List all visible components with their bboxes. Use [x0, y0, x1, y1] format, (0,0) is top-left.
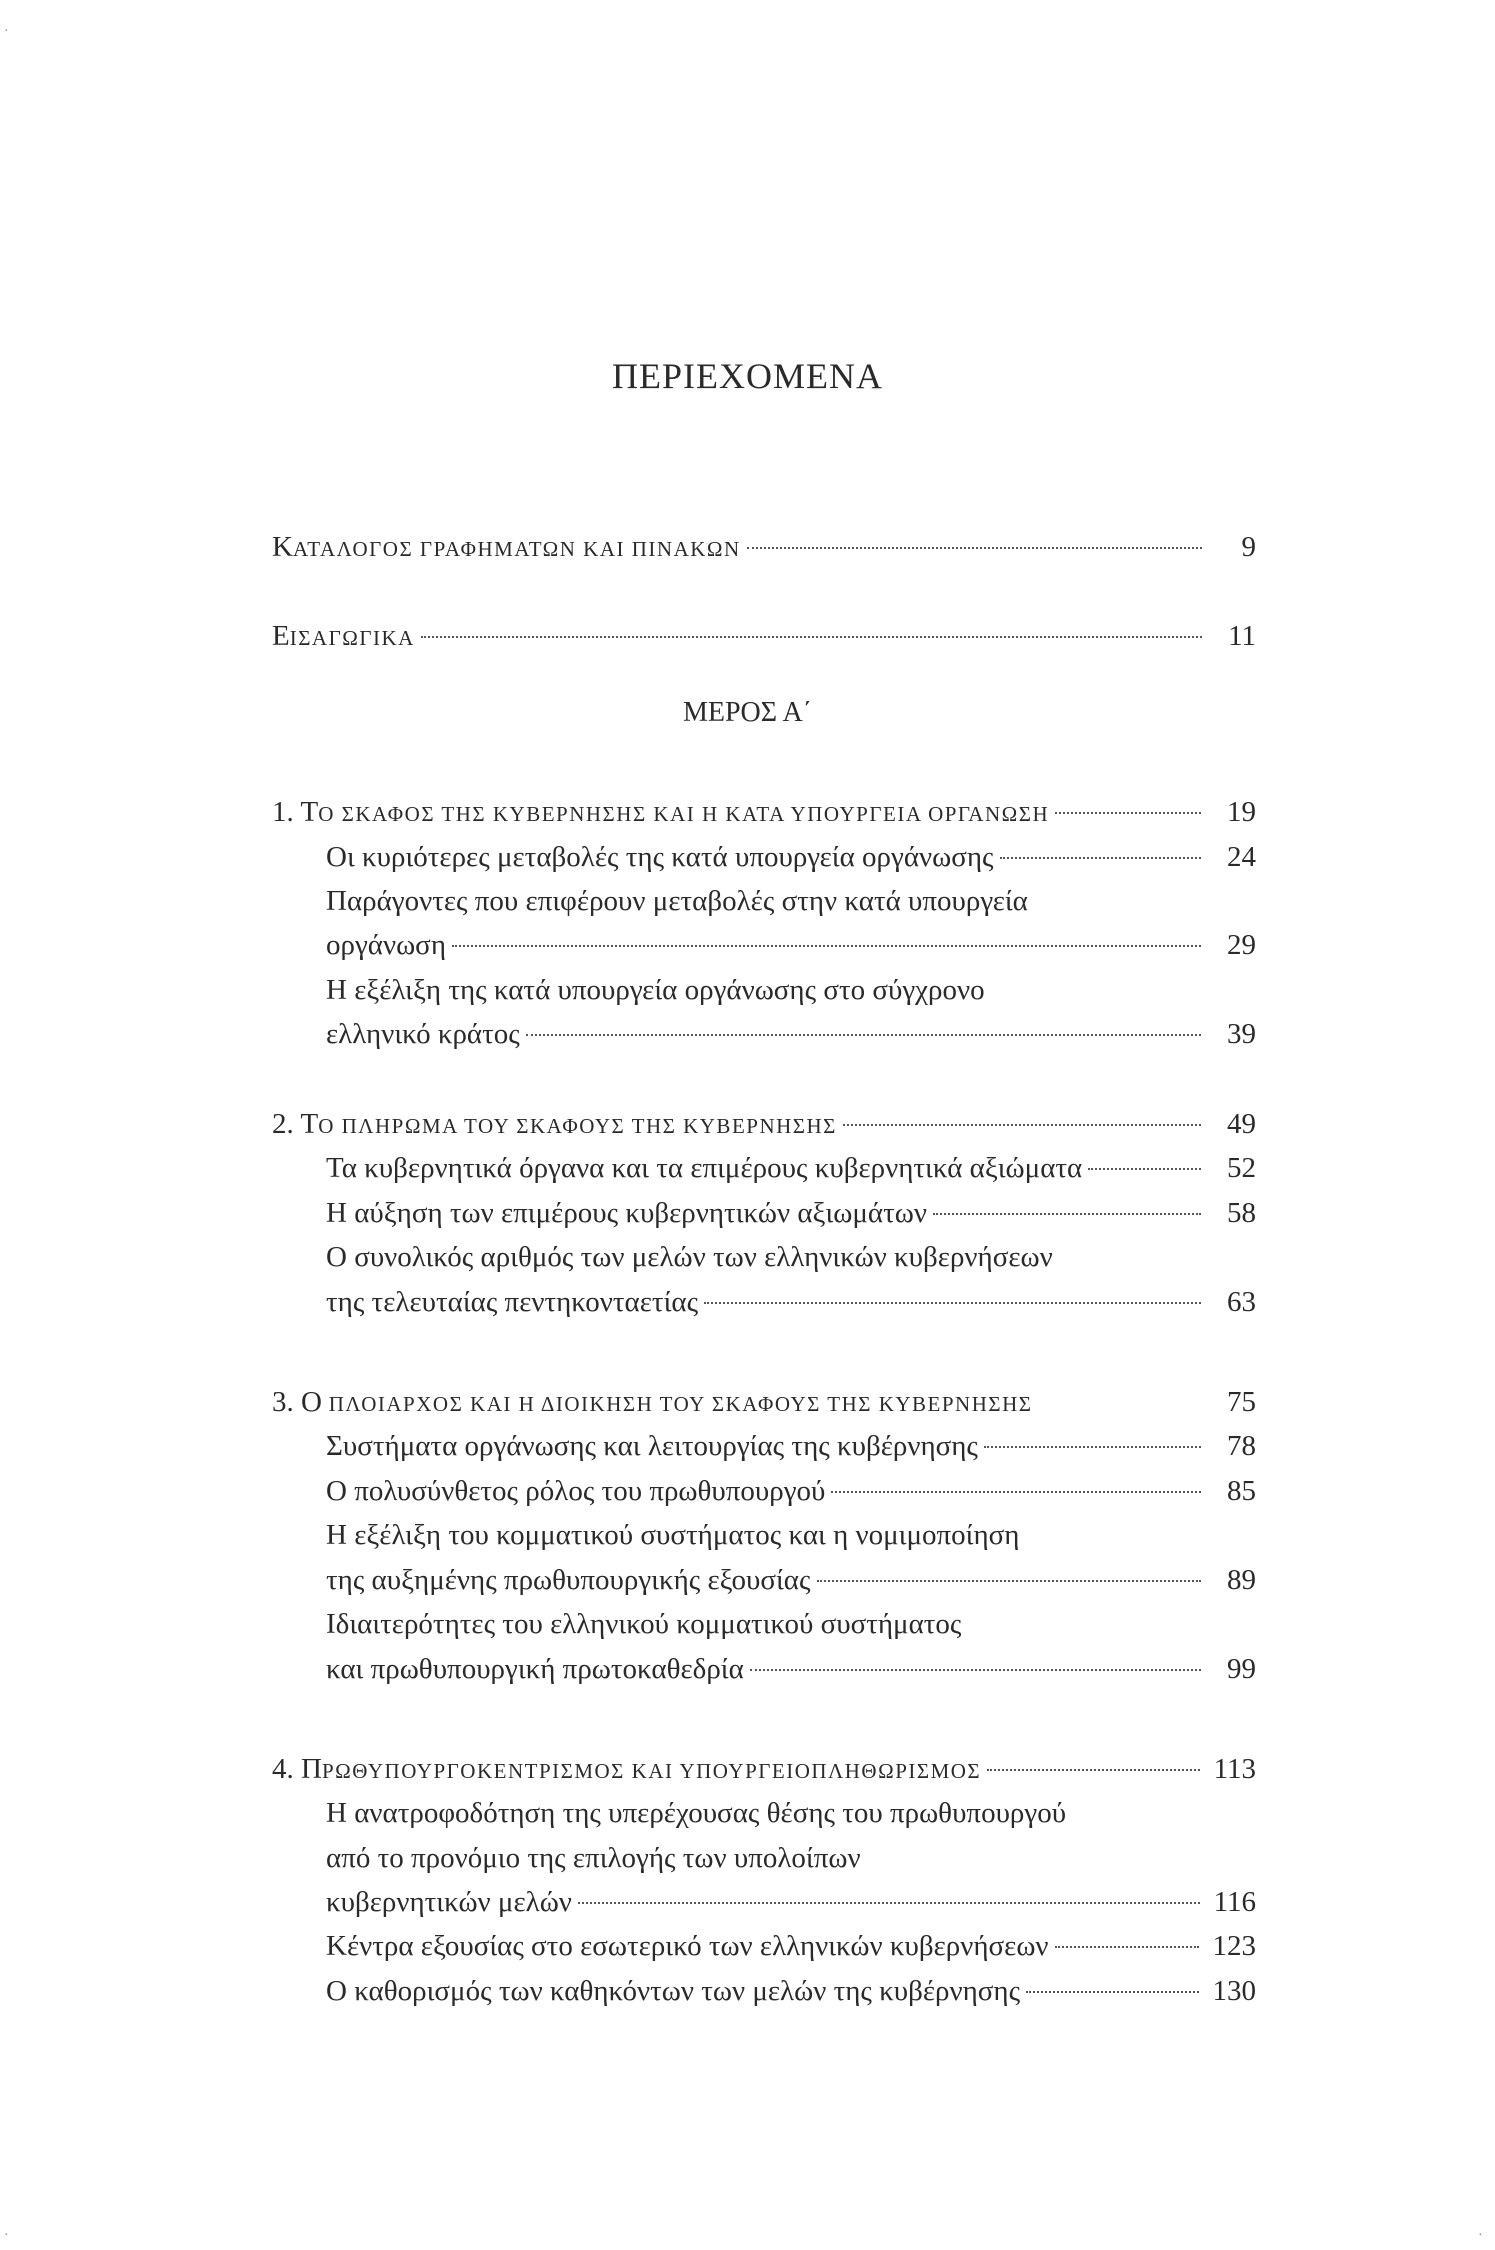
chapter-title: 3. Ο ΠΛΟΙΑΡΧΟΣ ΚΑΙ Η ΔΙΟΙΚΗΣΗ ΤΟΥ ΣΚΑΦΟΥΣ ΤΗΣ ΚΥΒΕΡΝΗΣΗΣ	[272, 1386, 1033, 1418]
dot-leader	[526, 1034, 1201, 1036]
page-number: 116	[1213, 1886, 1256, 1918]
toc-chapter[interactable]	[272, 1102, 1256, 1146]
dot-leader	[1000, 857, 1202, 859]
section-title: και πρωθυπουργική πρωτοκαθεδρία	[326, 1653, 744, 1685]
toc-section[interactable]	[326, 1969, 1256, 2013]
entry-title: ΚΑΤΑΛΟΓΟΣ ΓΡΑΦΗΜΑΤΩΝ ΚΑΙ ΠΙΝΑΚΩΝ	[272, 531, 741, 563]
section-title: Κέντρα εξουσίας στο εσωτερικό των ελληνικών κυβερνήσεων	[326, 1930, 1049, 1962]
toc-section[interactable]	[326, 1191, 1256, 1235]
dot-leader	[1088, 1168, 1201, 1170]
page-title: ΠΕΡΙΕΧΟΜΕΝΑ	[612, 356, 883, 396]
toc-section[interactable]	[326, 835, 1256, 879]
toc-section[interactable]	[326, 1924, 1256, 1968]
toc-section[interactable]	[326, 1424, 1256, 1468]
dot-leader	[933, 1213, 1201, 1215]
dot-leader	[750, 1669, 1201, 1671]
corner-mark: ·	[1478, 2228, 1483, 2243]
corner-mark: ·	[4, 24, 9, 39]
dot-leader	[1026, 1991, 1198, 1993]
page-number: 75	[1227, 1386, 1256, 1418]
toc-entry-front[interactable]	[272, 614, 1256, 658]
toc-section[interactable]	[326, 1012, 1256, 1056]
section-title-line[interactable]: Ο συνολικός αριθμός των μελών των ελληνικών κυβερνήσεων	[326, 1241, 1053, 1273]
page-number: 11	[1228, 620, 1256, 652]
dot-leader	[843, 1124, 1201, 1126]
section-title-line[interactable]: Ιδιαιτερότητες του ελληνικού κομματικού συστήματος	[326, 1608, 962, 1640]
section-title-line[interactable]: Η εξέλιξη του κομματικού συστήματος και η νομιμοποίηση	[326, 1519, 1020, 1551]
dot-leader	[984, 1446, 1201, 1448]
section-title: της αυξημένης πρωθυπουργικής εξουσίας	[326, 1564, 811, 1596]
part-heading: ΜΕΡΟΣ Α΄	[682, 697, 813, 728]
section-title: ελληνικό κράτος	[326, 1018, 520, 1050]
page-number: 99	[1227, 1653, 1256, 1685]
toc-section[interactable]	[326, 1558, 1256, 1602]
dot-leader	[747, 547, 1202, 549]
dot-leader	[1055, 812, 1201, 814]
page-number: 39	[1227, 1018, 1256, 1050]
page-number: 78	[1227, 1430, 1256, 1462]
page-number: 49	[1227, 1108, 1256, 1140]
section-title: Τα κυβερνητικά όργανα και τα επιμέρους κυβερνητικά αξιώματα	[326, 1152, 1083, 1184]
toc-chapter[interactable]	[272, 1380, 1256, 1424]
section-title: Η αύξηση των επιμέρους κυβερνητικών αξιωμάτων	[326, 1197, 927, 1229]
corner-mark: ·	[4, 2228, 9, 2243]
toc-entry-front[interactable]	[272, 525, 1256, 569]
section-title-line[interactable]: Παράγοντες που επιφέρουν μεταβολές στην κατά υπουργεία	[326, 885, 1028, 917]
dot-leader	[817, 1580, 1202, 1582]
toc-chapter[interactable]	[272, 790, 1256, 834]
toc-section[interactable]	[326, 1647, 1256, 1691]
toc-chapter[interactable]	[272, 1747, 1256, 1791]
toc-section[interactable]	[326, 1146, 1256, 1190]
dot-leader	[1055, 1946, 1199, 1948]
page-number: 52	[1227, 1152, 1256, 1184]
entry-title: ΕΙΣΑΓΩΓΙΚΑ	[272, 620, 415, 652]
section-title: οργάνωση	[326, 929, 446, 961]
toc-section[interactable]	[326, 1880, 1256, 1924]
page-number: 113	[1213, 1753, 1256, 1785]
section-title-line[interactable]: Η εξέλιξη της κατά υπουργεία οργάνωσης στο σύγχρονο	[326, 974, 985, 1006]
page-number: 123	[1212, 1930, 1256, 1962]
section-title: Οι κυριότερες μεταβολές της κατά υπουργεία οργάνωσης	[326, 841, 994, 873]
page-number: 24	[1227, 841, 1256, 873]
toc-section[interactable]	[326, 1469, 1256, 1513]
chapter-title: 2. ΤΟ ΠΛΗΡΩΜΑ ΤΟΥ ΣΚΑΦΟΥΣ ΤΗΣ ΚΥΒΕΡΝΗΣΗΣ	[272, 1108, 837, 1140]
toc-section[interactable]	[326, 923, 1256, 967]
section-title: Συστήματα οργάνωσης και λειτουργίας της κυβέρνησης	[326, 1430, 978, 1462]
dot-leader	[452, 945, 1201, 947]
dot-leader	[831, 1491, 1201, 1493]
page-number: 19	[1227, 796, 1256, 828]
dot-leader	[421, 636, 1202, 638]
section-title-line[interactable]: Η ανατροφοδότηση της υπερέχουσας θέσης του πρωθυπουργού	[326, 1797, 1067, 1829]
page-number: 29	[1227, 929, 1256, 961]
page-number: 58	[1227, 1197, 1256, 1229]
dot-leader	[578, 1902, 1200, 1904]
page-number: 9	[1241, 531, 1256, 563]
chapter-title: 1. ΤΟ ΣΚΑΦΟΣ ΤΗΣ ΚΥΒΕΡΝΗΣΗΣ ΚΑΙ Η ΚΑΤΑ ΥΠΟΥΡΓΕΙΑ ΟΡΓΑΝΩΣΗ	[272, 796, 1050, 828]
page-number: 63	[1227, 1286, 1256, 1318]
dot-leader	[704, 1302, 1201, 1304]
chapter-title: 4. ΠΡΩΘΥΠΟΥΡΓΟΚΕΝΤΡΙΣΜΟΣ ΚΑΙ ΥΠΟΥΡΓΕΙΟΠΛΗΘΩΡΙΣΜΟΣ	[272, 1753, 982, 1785]
toc-section[interactable]	[326, 1280, 1256, 1324]
section-title: της τελευταίας πεντηκονταετίας	[326, 1286, 699, 1318]
page-number: 85	[1227, 1475, 1256, 1507]
section-title: Ο πολυσύνθετος ρόλος του πρωθυπουργού	[326, 1475, 826, 1507]
page-number: 130	[1212, 1975, 1256, 2007]
section-title: κυβερνητικών μελών	[326, 1886, 572, 1918]
page-number: 89	[1227, 1564, 1256, 1596]
section-title-line[interactable]: από το προνόμιο της επιλογής των υπολοίπων	[326, 1842, 861, 1874]
section-title: Ο καθορισμός των καθηκόντων των μελών της κυβέρνησης	[326, 1975, 1021, 2007]
dot-leader	[987, 1769, 1199, 1771]
